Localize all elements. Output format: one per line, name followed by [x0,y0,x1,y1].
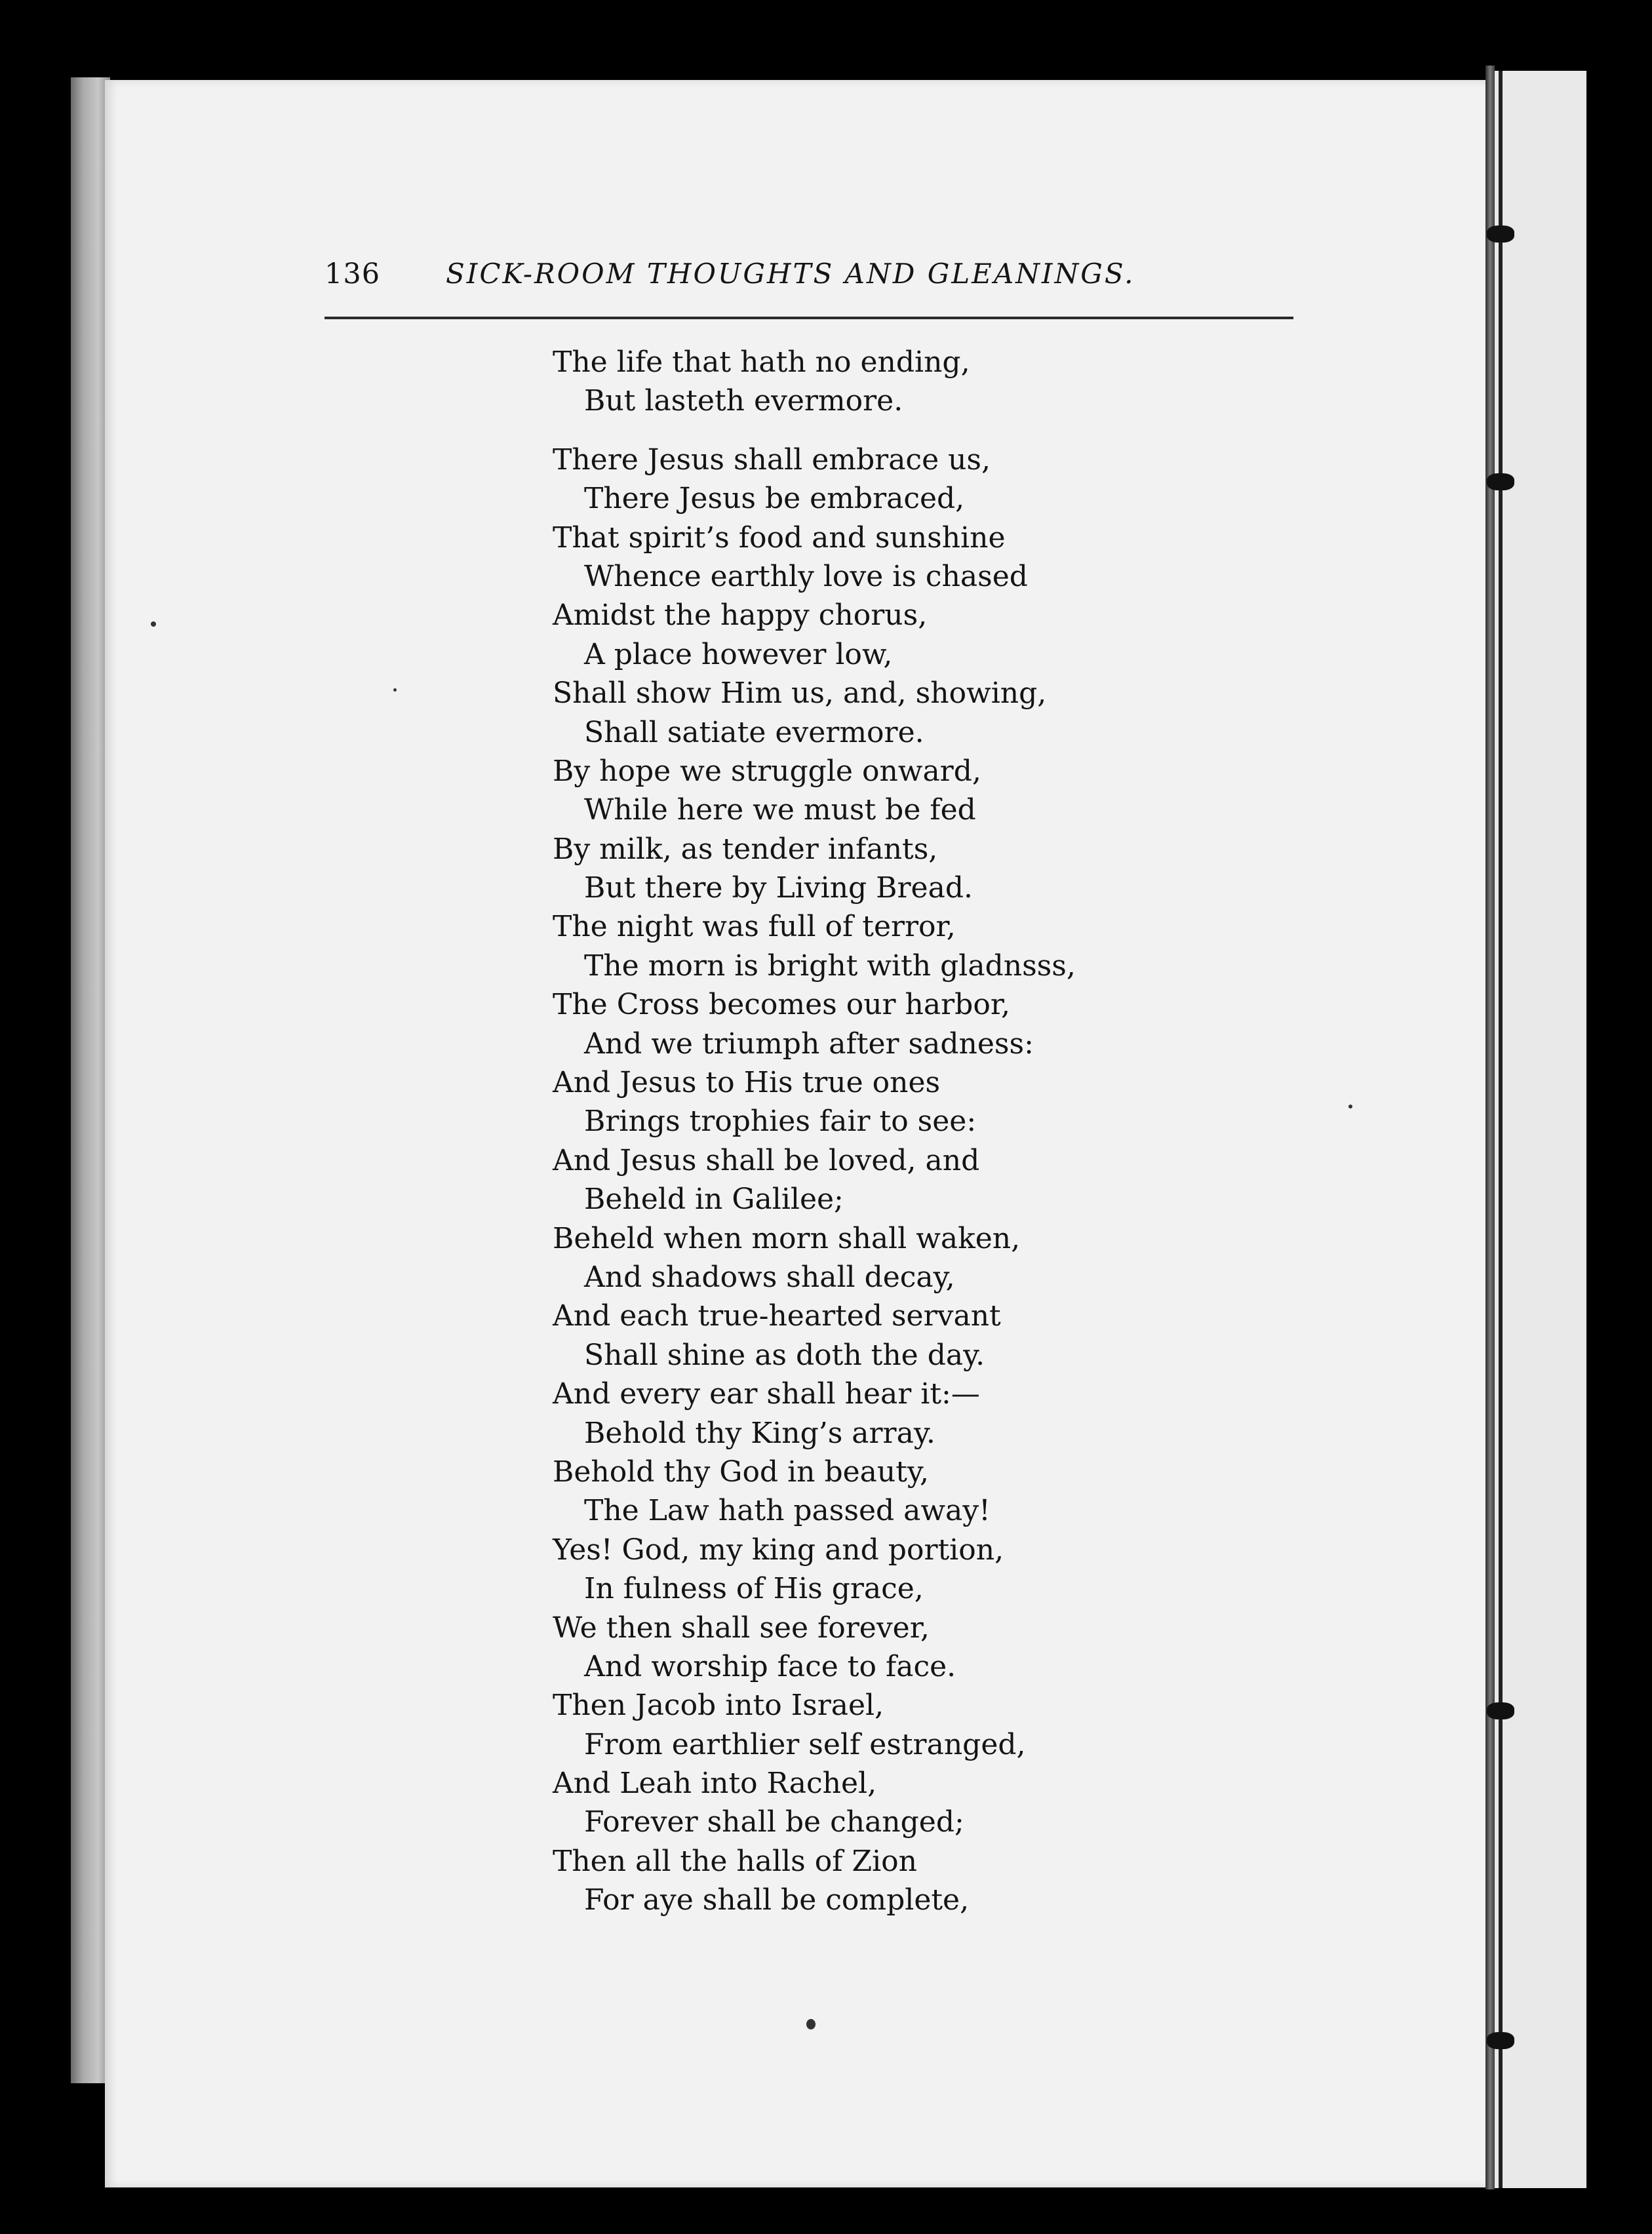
poem-line: Shall satiate evermore. [584,715,924,749]
print-speck [1348,1105,1352,1108]
book-board-edge [71,77,110,2083]
poem-line: And every ear shall hear it:— [553,1377,980,1411]
poem-line: And Leah into Rachel, [553,1767,877,1801]
poem-line: And shadows shall decay, [584,1260,955,1294]
poem-line: The Law hath passed away! [584,1494,991,1528]
poem-line: And Jesus shall be loved, and [553,1143,980,1177]
poem-line: That spirit’s food and sunshine [553,520,1006,555]
poem-line: Beheld when morn shall waken, [553,1221,1021,1255]
poem-line: And worship face to face. [584,1649,956,1683]
binding-stitch [1487,473,1514,490]
poem-line: We then shall see forever, [553,1611,930,1645]
poem-line: Then all the halls of Zion [553,1844,917,1878]
print-speck [393,688,397,692]
poem-line: Yes! God, my king and portion, [553,1533,1004,1567]
poem-line: By hope we struggle onward, [553,754,981,788]
page-number: 136 [324,258,381,290]
poem-line: For aye shall be complete, [584,1883,970,1917]
poem-line: There Jesus shall embrace us, [553,442,991,477]
poem-line: Behold thy King’s array. [584,1416,935,1450]
poem-line: The morn is bright with gladnsss, [584,949,1076,983]
poem-line: Behold thy God in beauty, [553,1455,929,1489]
binding-stitch [1487,1702,1514,1719]
poem-line: Whence earthly love is chased [584,559,1028,593]
poem-line: While here we must be fed [584,793,976,827]
poem-line: From earthlier self estranged, [584,1727,1026,1761]
poem-line: There Jesus be embraced, [584,482,965,516]
poem-line: In fulness of His grace, [584,1572,924,1606]
poem-line: Shall shine as doth the day. [584,1338,985,1372]
header-rule [324,317,1293,319]
poem-line: And each true-hearted servant [553,1299,1001,1333]
stanza [553,343,1143,421]
poem-line: The Cross becomes our harbor, [553,988,1011,1022]
poem-line: But there by Living Bread. [584,871,973,905]
poem-line: And we triumph after sadness: [584,1027,1034,1061]
binding-stitch [1487,2032,1514,2049]
poem-line: The night was full of terror, [553,910,956,944]
print-speck [151,621,156,627]
page-gutter-edge [1485,66,1495,2189]
poem-line: The life that hath no ending, [553,345,970,379]
poem-line: A place however low, [584,637,893,671]
poem-line: By milk, as tender infants, [553,832,938,866]
poem-line: Amidst the happy chorus, [553,598,928,633]
poem-line: Brings trophies fair to see: [584,1105,977,1139]
print-speck [806,2019,816,2029]
poem-line: Shall show Him us, and, showing, [553,676,1047,711]
poem-text [553,343,1143,1920]
poem-line: Forever shall be changed; [584,1805,964,1839]
poem-line: Beheld in Galilee; [584,1183,844,1217]
poem-line: And Jesus to His true ones [553,1066,941,1100]
binding-thread [1499,71,1503,2188]
facing-page-strip [1495,71,1586,2188]
poem-line: But lasteth evermore. [584,384,903,418]
stanza [553,441,1143,1920]
poem-line: Then Jacob into Israel, [553,1689,884,1723]
binding-stitch [1487,225,1514,243]
page-header [324,258,1190,304]
running-title: SICK-ROOM THOUGHTS AND GLEANINGS. [446,258,1135,290]
